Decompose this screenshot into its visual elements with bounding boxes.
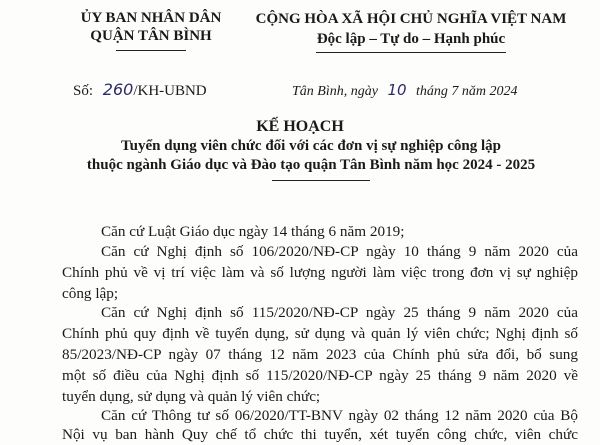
- paragraph-3-line-2: Chính phủ quy định về tuyển dụng, sử dụng và quản lý viên chức; Nghị định số: [62, 325, 578, 342]
- document-number: [73, 80, 207, 100]
- paragraph-3-line-3: 85/2023/NĐ-CP ngày 07 tháng 12 năm 2023 của Chính phủ sửa đổi, bổ sung: [62, 346, 578, 363]
- district-name: QUẬN TÂN BÌNH: [90, 28, 212, 44]
- paragraph-3-line-4: một số điều của Nghị định số 115/2020/NĐ-CP ngày 25 tháng 9 năm 2020 về: [62, 367, 578, 384]
- paragraph-4-line-2: Nội vụ ban hành Quy chế tổ chức thi tuyển, xét tuyển công chức, viên chức: [62, 426, 578, 443]
- national-motto: Độc lập – Tự do – Hạnh phúc: [316, 31, 506, 47]
- document-subtitle-line-2: thuộc ngành Giáo dục và Đào tạo quận Tân Bình năm học 2024 - 2025: [86, 157, 536, 173]
- document-date: [292, 81, 518, 100]
- document-number-prefix: Số:: [73, 83, 94, 99]
- date-prefix: Tân Bình, ngày: [292, 84, 378, 99]
- paragraph-4-line-1: Căn cứ Thông tư số 06/2020/TT-BNV ngày 02 tháng 12 năm 2020 của Bộ: [101, 407, 578, 424]
- paragraph-2-line-1: Căn cứ Nghị định số 106/2020/NĐ-CP ngày 10 tháng 9 năm 2020 của: [101, 243, 578, 260]
- title-rule: [272, 180, 370, 181]
- agency-name: ỦY BAN NHÂN DÂN: [80, 10, 222, 26]
- paragraph-2-line-3: công lập;: [62, 285, 119, 302]
- right-header-rule: [316, 52, 506, 53]
- paragraph-3-line-1: Căn cứ Nghị định số 115/2020/NĐ-CP ngày 25 tháng 9 năm 2020 của: [101, 304, 578, 321]
- paragraph-1: Căn cứ Luật Giáo dục ngày 14 tháng 6 năm 2019;: [101, 223, 405, 240]
- paragraph-3-line-5: tuyển dụng, sử dụng và quản lý viên chức;: [62, 388, 321, 405]
- date-day-handwritten: 10: [387, 81, 407, 99]
- date-suffix: tháng 7 năm 2024: [416, 84, 518, 99]
- document-subtitle-line-1: Tuyển dụng viên chức đối với các đơn vị sự nghiệp công lập: [121, 138, 501, 154]
- document-number-handwritten: 260: [102, 80, 134, 99]
- document-number-suffix: /KH-UBND: [133, 83, 207, 99]
- national-title: CỘNG HÒA XÃ HỘI CHỦ NGHĨA VIỆT NAM: [255, 11, 567, 27]
- document-type-title: KẾ HOẠCH: [256, 118, 344, 135]
- paragraph-2-line-2: Chính phủ về vị trí việc làm và số lượng người làm việc trong đơn vị sự nghiệp: [62, 264, 578, 281]
- left-header-rule: [116, 50, 186, 51]
